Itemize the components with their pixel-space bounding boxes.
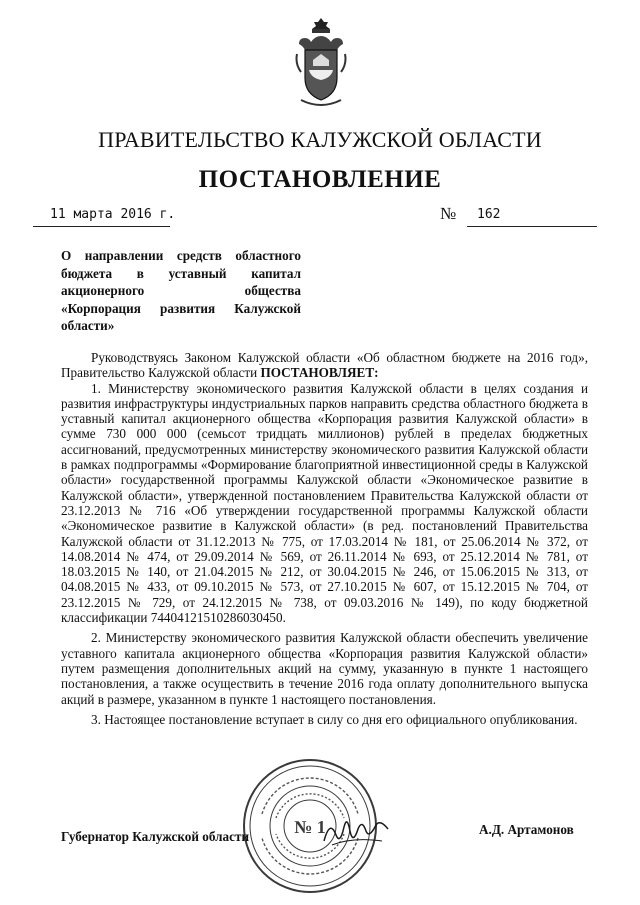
- coat-of-arms-icon: [295, 14, 347, 112]
- government-title: ПРАВИТЕЛЬСТВО КАЛУЖСКОЙ ОБЛАСТИ: [98, 127, 542, 152]
- item-3-paragraph: 3. Настоящее постановление вступает в силу со дня его официального опубликования.: [91, 711, 578, 727]
- document-type-title: ПОСТАНОВЛЕНИЕ: [198, 166, 442, 193]
- subject-line: области»: [61, 318, 115, 334]
- signer-position: Губернатор Калужской области: [61, 829, 250, 844]
- document-number: 162: [477, 207, 501, 222]
- document-body: [61, 350, 588, 727]
- intro-text: Руководствуясь Законом Калужской области «Об областном бюджете на 2016 год», Правительство Калужской области: [61, 350, 588, 381]
- seal-number: № 1: [294, 817, 326, 837]
- handwritten-signature-icon: [322, 815, 392, 851]
- subject-line: акционерного общества: [61, 283, 301, 299]
- intro-paragraph: [61, 350, 588, 381]
- document-date: 11 марта 2016 г.: [50, 207, 176, 222]
- signer-name: А.Д. Артамонов: [479, 822, 574, 837]
- resolves-keyword: ПОСТАНОВЛЯЕТ:: [260, 365, 379, 381]
- subject-line: бюджета в уставный капитал: [61, 265, 301, 281]
- item-2-paragraph: 2. Министерству экономического развития Калужской области обеспечить увеличение уставного капитала акционерного общества «Корпорация развития Калужской области» путем размещения дополнительных акций на сумму, указанную в пункте 1 настоящего постановления, а также осуществить в течение 2016 года оплату дополнительного выпуска акций в размере, указанном в пункте 1 настоящего постановления.: [61, 630, 588, 707]
- item-1-paragraph: 1. Министерству экономического развития Калужской области в целях создания и развития инфраструктуры индустриальных парков направить средства областного бюджета в уставный капитал акционерного общества «Корпорация развития Калужской области» в сумме 730 000 000 (семьсот тридцать миллионов) рублей в пределах бюджетных ассигнований, предусмотренных министерству экономического развития Калужской области в рамках подпрограммы «Формирование благоприятной инвестиционной среды в Калужской области» государственной программы Калужской области «Экономическое развитие в Калужской области», утвержденной постановлением Правительства Калужской области от 23.12.2013 № 716 «Об утверждении государственной программы Калужской области «Экономическое развитие в Калужской области» (в ред. постановлений Правительства Калужской области от 31.12.2013 № 775, от 17.03.2014 № 181, от 25.06.2014 № 372, от 14.08.2014 № 474, от 29.09.2014 № 569, от 26.11.2014 № 693, от 25.12.2014 № 781, от 18.03.2015 № 140, от 21.04.2015 № 212, от 30.04.2015 № 246, от 15.06.2015 № 313, от 04.08.2015 № 433, от 09.10.2015 № 573, от 27.10.2015 № 607, от 15.12.2015 № 704, от 23.12.2015 № 729, от 24.12.2015 № 738, от 09.03.2016 № 149), по коду бюджетной классификации 74404121510286030450.: [61, 380, 588, 626]
- subject-line: «Корпорация развития Калужской: [61, 300, 301, 316]
- subject-line: О направлении средств областного: [61, 248, 301, 263]
- number-label: №: [440, 204, 457, 223]
- document-subject: [61, 247, 301, 335]
